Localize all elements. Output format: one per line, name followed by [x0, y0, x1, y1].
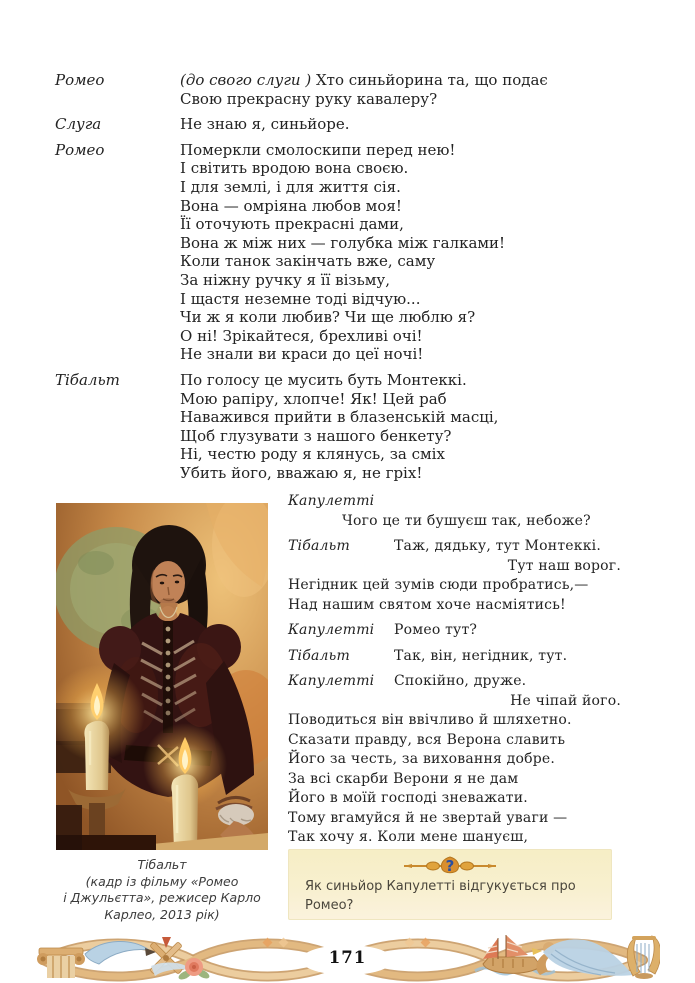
dialogue-line: Коли танок закінчать вже, саму [180, 252, 436, 271]
dialogue-line [288, 672, 625, 692]
caption-line: Тібальт [137, 857, 187, 872]
speech-servant [55, 115, 645, 134]
photo-caption [46, 857, 278, 923]
dialogue-text: Хто синьйорина та, що подає [316, 71, 548, 89]
speaker-label: Ромео [55, 71, 105, 89]
dialogue-line: За всі скарби Верони я не дам [288, 770, 519, 787]
speaker-label: Тібальт [288, 647, 350, 664]
dialogue-line: Щоб глузувати з нашого бенкету? [180, 426, 452, 445]
dialogue-line: За ніжну ручку я її візьму, [180, 270, 390, 289]
dialogue-line: Убить його, вважаю я, не гріх! [180, 463, 423, 482]
dialogue-line: Його за честь, за виховання добре. [288, 751, 556, 767]
dialogue-line: Її оточують прекрасні дами, [180, 215, 404, 234]
speaker-label: Слуга [55, 115, 102, 134]
dialogue-text: Таж, дядьку, тут Монтеккі. [394, 538, 601, 554]
dialogue-line: Чого це ти бушуєш так, небоже? [342, 512, 591, 529]
dialogue-line: Не чіпай його. [510, 692, 621, 709]
caption-line: Карлео, 2013 рік) [104, 906, 220, 922]
question-mark-glyph: ? [445, 857, 455, 875]
dialogue-line: Негідник цей зумів сюди пробратись,— [288, 577, 589, 593]
dialogue-line: По голосу це мусить буть Монтеккі. [180, 370, 467, 389]
dialogue-text: Ромео тут? [394, 622, 478, 638]
tybalt-photo-illustration [56, 503, 268, 850]
dialogue-line: Поводиться він ввічливо й шляхетно. [288, 712, 572, 728]
speech-romeo-2 [55, 141, 645, 364]
speaker-label: Тібальт [288, 538, 350, 554]
dialogue-text: Так, він, негідник, тут. [394, 647, 568, 664]
dialogue-line [288, 621, 625, 641]
dialogue-line: І світить вродою вона своєю. [180, 159, 409, 178]
dialogue-line: Тут наш ворог. [507, 557, 621, 574]
question-text: Як синьйор Капулетті відгукується про Ромео? [305, 879, 576, 913]
dialogue-line: Його в моїй господі зневажати. [288, 790, 528, 806]
dialogue-line: І щастя неземне тоді відчую... [180, 289, 421, 308]
dialogue-line: Тому вгамуйся й не звертай уваги — [288, 809, 568, 826]
dialogue-line: Свою прекрасну руку кавалеру? [180, 89, 438, 108]
stage-direction: (до свого слуги ) [180, 71, 312, 89]
dialogue-line: Вона ж між них — голубка між галками! [180, 233, 506, 252]
dialogue-line: Сказати правду, вся Верона славить [288, 731, 566, 748]
speaker-label: Ромео [55, 140, 105, 159]
dialogue-top [55, 71, 645, 489]
dialogue-line: О ні! Зрікайтеся, брехливі очі! [180, 326, 423, 345]
speaker-label: Капулетті [288, 673, 375, 689]
dialogue-line: Ні, честю роду я клянусь, за сміх [180, 445, 445, 464]
dialogue-line: Померкли смолоскипи перед нею! [180, 140, 456, 159]
dialogue-text: Спокійно, друже. [394, 673, 527, 689]
dialogue-line: Над нашим святом хоче насміятись! [288, 596, 566, 613]
caption-line: (кадр із фільму «Ромео [85, 873, 239, 889]
dialogue-line [288, 537, 625, 557]
question-mark-flourish-icon [402, 855, 498, 877]
speaker-label: Тібальт [55, 370, 120, 389]
dialogue-line: Мою рапіру, хлопче! Як! Цей раб [180, 389, 447, 408]
speaker-label: Капулетті [288, 493, 375, 509]
dialogue-line: Вона — омріяна любов моя! [180, 196, 402, 215]
dialogue-line: І для землі, і для життя сія. [180, 177, 401, 196]
speaker-label: Капулетті [288, 622, 375, 638]
page-number: 171 [328, 948, 367, 967]
tybalt-film-still-photo [56, 503, 268, 850]
dialogue-line: Чи ж я коли любив? Чи ще люблю я? [180, 308, 476, 327]
speech-romeo-1 [55, 71, 645, 108]
caption-line: і Джульєтта», режисер Карло [63, 890, 261, 905]
dialogue-line [288, 647, 625, 667]
dialogue-line [180, 71, 645, 90]
speech-tybalt-1 [55, 371, 645, 483]
question-box [288, 849, 612, 920]
dialogue-line: Не знаю я, синьйоре. [180, 115, 350, 134]
dialogue-line: Не знали ви краси до цеї ночі! [180, 345, 424, 364]
dialogue-line: Так хочу я. Коли мене шануєш, [288, 829, 529, 845]
dialogue-line: Наважився прийти в блазенській масці, [180, 408, 499, 427]
dialogue-right [288, 492, 625, 848]
